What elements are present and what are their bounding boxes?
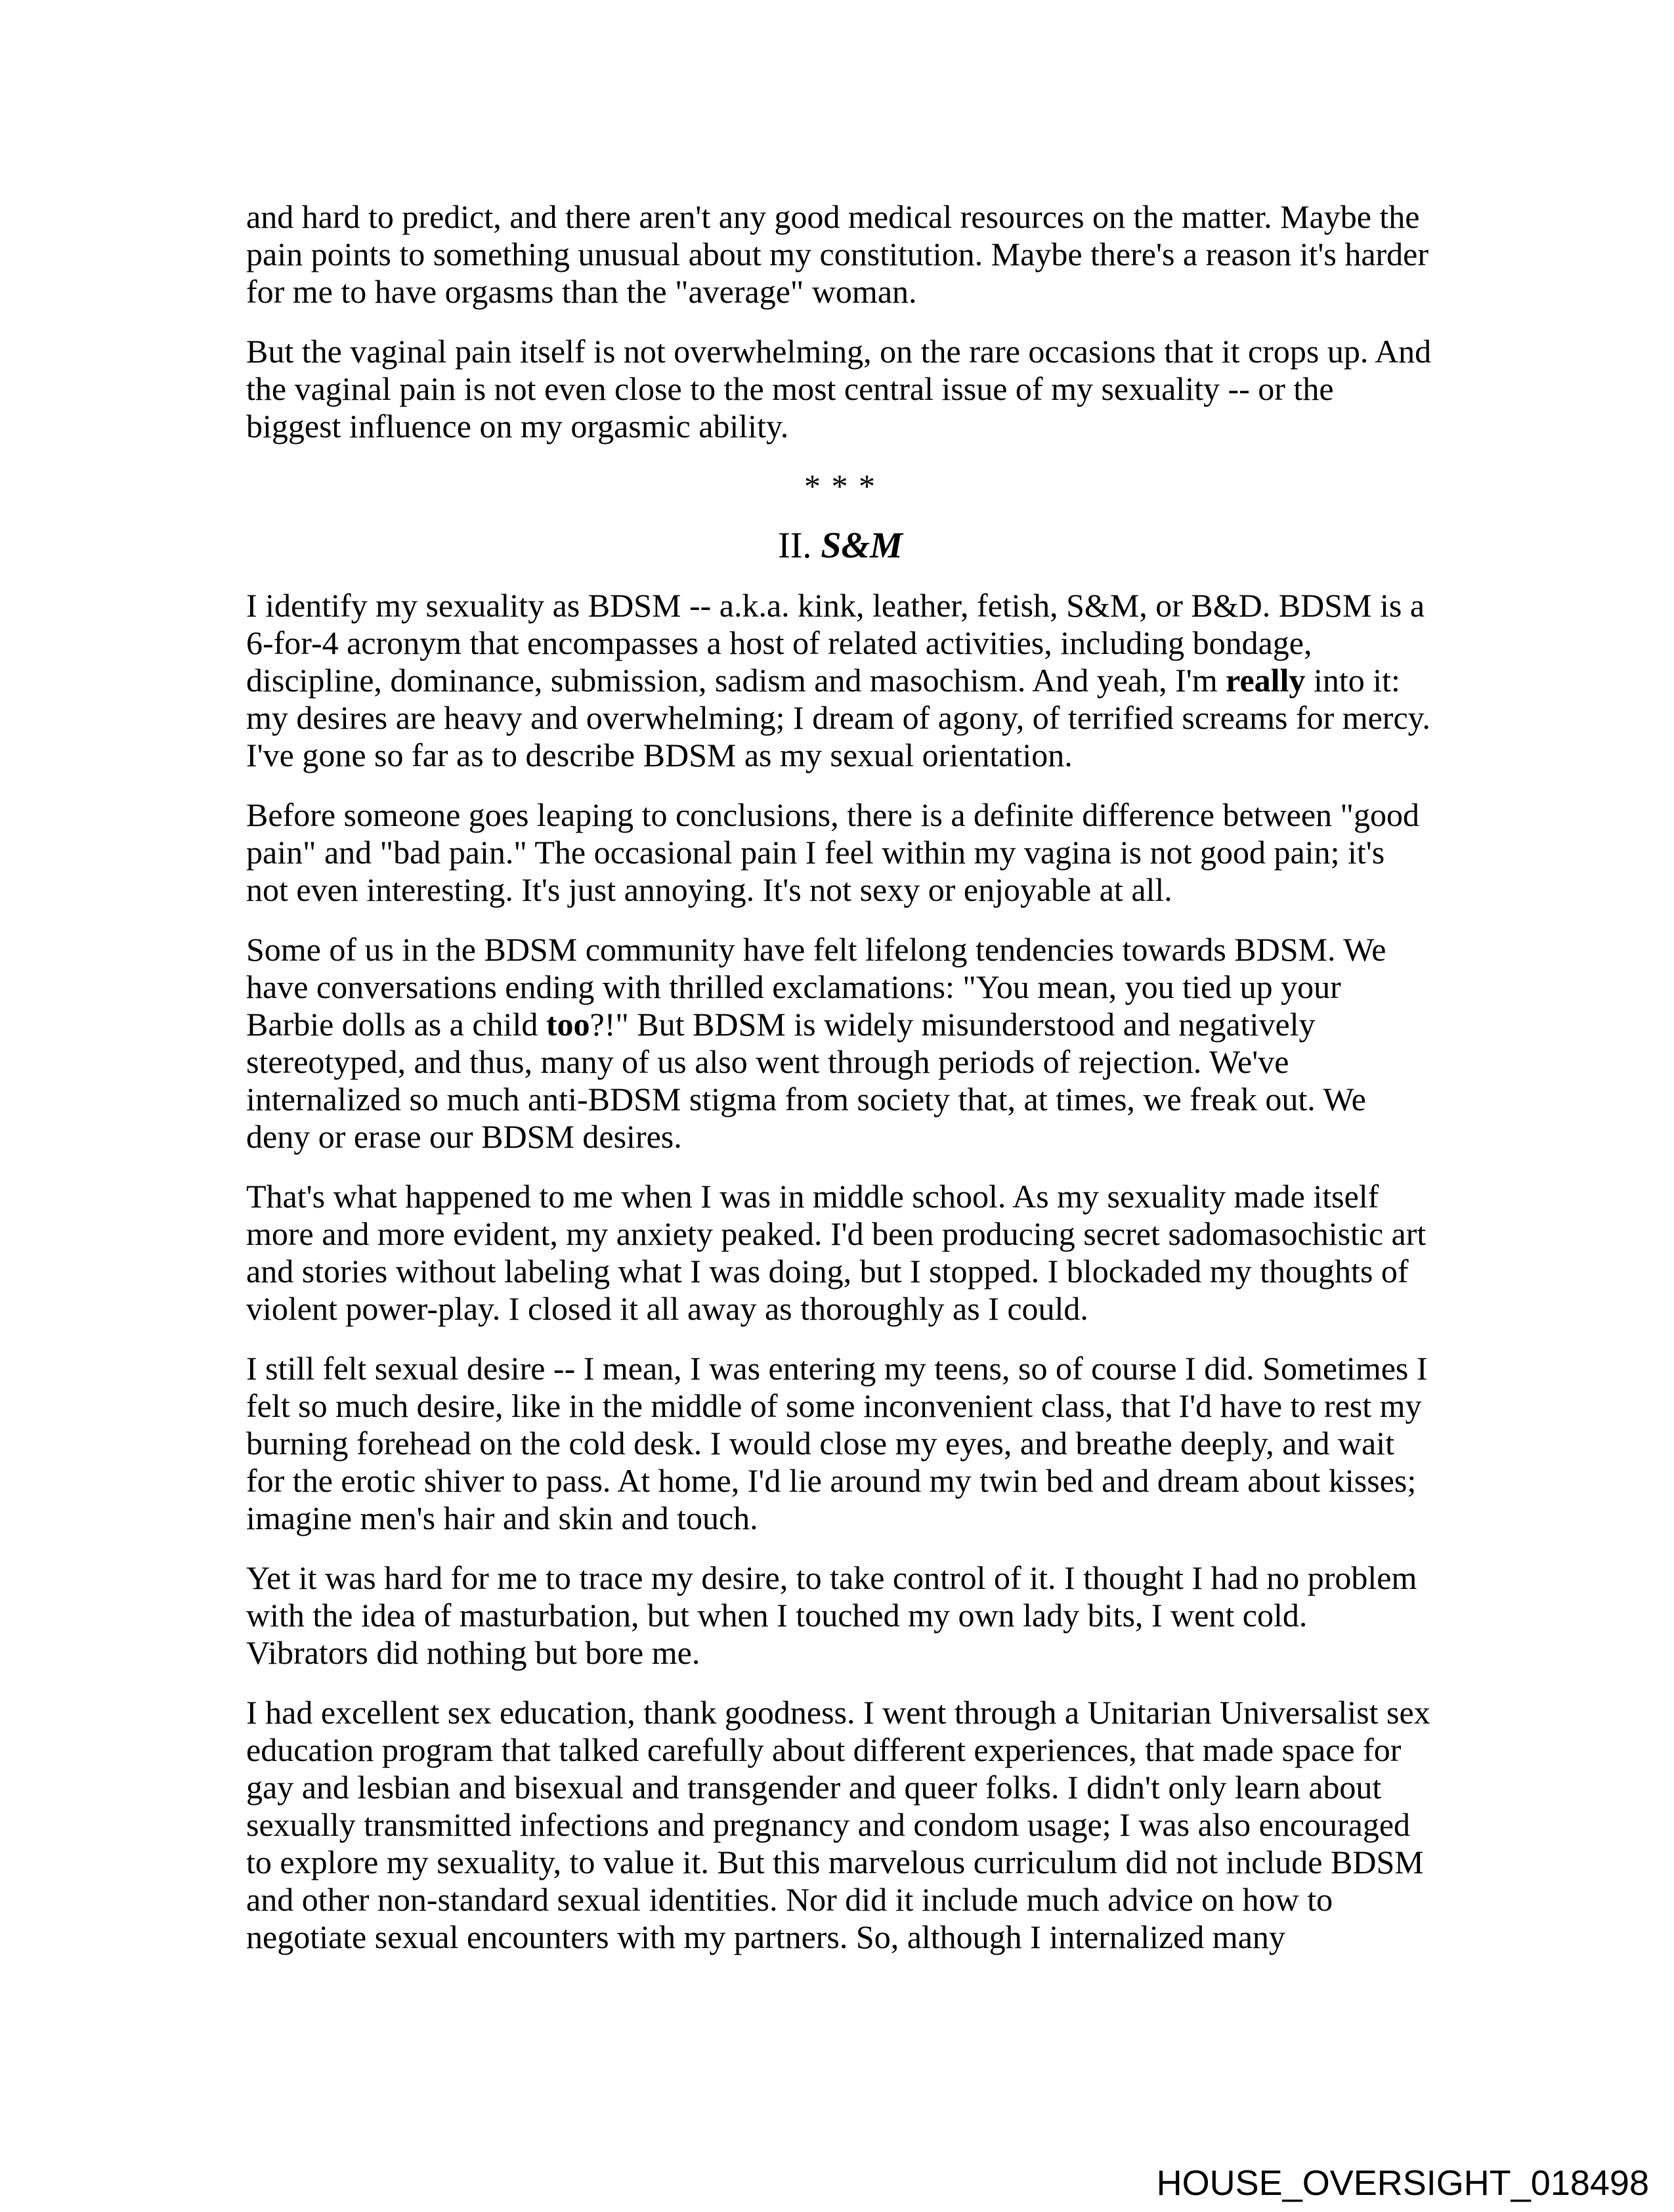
text-segment: Some of us in the BDSM community have felt lifelong tendencies towards BDSM. We have conversations ending with thrilled exclamations: "You mean, you tied up your Barbie dolls as a child [246,931,1386,1043]
bates-number: HOUSE_OVERSIGHT_018498 [1156,2163,1649,2203]
paragraph [246,796,1434,909]
text-segment: ?!" But BDSM is widely misunderstood and negatively stereotyped, and thus, many of us also went through periods of rejection. We've internalized so much anti-BDSM stigma from society that, at times, we freak out. We deny or erase our BDSM desires. [246,1006,1366,1155]
text-segment: Yet it was hard for me to trace my desire, to take control of it. I thought I had no problem with the idea of masturbation, but when I touched my own lady bits, I went cold. Vibrators did nothing but bore me. [246,1559,1417,1671]
bold-text-segment: too [546,1006,590,1043]
section-title: S&M [821,525,903,566]
text-segment: But the vaginal pain itself is not overwhelming, on the rare occasions that it crops up. And the vaginal pain is not even close to the most central issue of my sexuality -- or the biggest influence on my orgasmic ability. [246,333,1432,445]
text-segment: I had excellent sex education, thank goodness. I went through a Unitarian Universalist sex education program that talked carefully about different experiences, that made space for gay and lesbian and bisexual and transgender and queer folks. I didn't only learn about sexually transmitted infections and pregnancy and condom usage; I was also encouraged to explore my sexuality, to value it. But this marvelous curriculum did not include BDSM and other non-standard sexual identities. Nor did it include much advice on how to negotiate sexual encounters with my partners. So, although I internalized many [246,1694,1430,1955]
paragraph [246,198,1434,311]
document-body [246,198,1434,1978]
section-number: II. [778,525,821,566]
text-segment: I still felt sexual desire -- I mean, I was entering my teens, so of course I did. Sometimes I felt so much desire, like in the middle of some inconvenient class, that I'd have to rest my burning forehead on the cold desk. I would close my eyes, and breathe deeply, and wait for the erotic shiver to pass. At home, I'd lie around my twin bed and dream about kisses; imagine men's hair and skin and touch. [246,1350,1428,1536]
section-separator: * * * [804,467,876,504]
paragraph [246,587,1434,774]
paragraph [246,333,1434,445]
paragraph [246,931,1434,1156]
paragraph [246,1694,1434,1956]
text-segment: Before someone goes leaping to conclusions, there is a definite difference between "good pain" and "bad pain." The occasional pain I feel within my vagina is not good pain; it's not even interesting. It's just annoying. It's not sexy or enjoyable at all. [246,796,1419,908]
section-heading [246,527,1434,565]
paragraph [246,1178,1434,1328]
text-segment: That's what happened to me when I was in middle school. As my sexuality made itself more and more evident, my anxiety peaked. I'd been producing secret sadomasochistic art and stories without labeling what I was doing, but I stopped. I blockaded my thoughts of violent power-play. I closed it all away as thoroughly as I could. [246,1178,1427,1327]
text-segment: into it: my desires are heavy and overwhelming; I dream of agony, of terrified screams for mercy. I've gone so far as to describe BDSM as my sexual orientation. [246,662,1430,773]
bold-text-segment: really [1226,662,1306,699]
text-segment: I identify my sexuality as BDSM -- a.k.a. kink, leather, fetish, S&M, or B&D. BDSM is a 6-for-4 acronym that encompasses a host of related activities, including bondage, discipline, dominance, submission, sadism and masochism. And yeah, I'm [246,587,1425,699]
text-segment: and hard to predict, and there aren't any good medical resources on the matter. Maybe the pain points to something unusual about my constitution. Maybe there's a reason it's harder for me to have orgasms than the "average" woman. [246,198,1429,310]
paragraph [246,1559,1434,1672]
paragraph [246,1350,1434,1537]
